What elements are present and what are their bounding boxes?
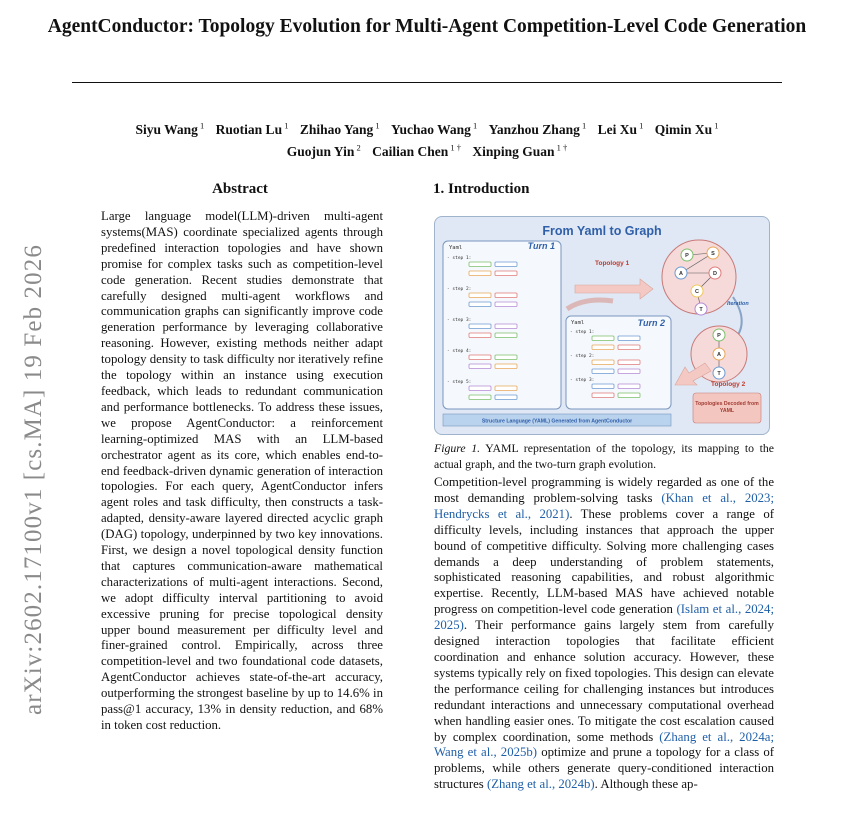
yaml-agent-chip bbox=[469, 324, 491, 329]
yaml-step-label: - step 2: bbox=[570, 354, 595, 359]
citation-link[interactable]: (Khan et al., 2023; Hendrycks et al., 2021) bbox=[434, 490, 774, 521]
author-name: Yuchao Wang $^1$ bbox=[390, 120, 478, 137]
yaml-ref-chip bbox=[618, 360, 640, 365]
yaml-ref-chip bbox=[495, 324, 517, 329]
citation-link[interactable]: (Zhang et al., 2024b) bbox=[486, 777, 595, 792]
curved-arrow-icon bbox=[567, 300, 613, 309]
abstract-body bbox=[101, 209, 383, 734]
yaml-step-label: - step 4: bbox=[447, 349, 472, 354]
yaml-caption-text: Structure Language (YAML) Generated from AgentConductor bbox=[481, 418, 633, 425]
author-affiliation: 1 bbox=[282, 120, 289, 130]
author-affiliation: 1 bbox=[470, 120, 478, 130]
author-affiliation: 1 † bbox=[554, 142, 568, 153]
yaml-ref-chip bbox=[618, 384, 640, 389]
intro-text: optimize and prune a topology for a class of problems, while others generate query-conditioned interaction structures bbox=[434, 745, 774, 792]
yaml-step-label: - step 2: bbox=[447, 287, 472, 292]
yaml-agent-chip bbox=[469, 386, 491, 391]
yaml-agent-chip bbox=[592, 345, 614, 350]
topology-caption-text: Topologies Decoded from YAML bbox=[695, 401, 759, 414]
yaml-agent-chip bbox=[469, 293, 491, 298]
paper-title: AgentConductor: Topology Evolution for Multi-Agent Competition-Level Code Generation bbox=[47, 16, 807, 37]
author-name: Guojun Yin $^2$ bbox=[286, 142, 361, 159]
intro-text: Competition-level programming is widely regarded as one of the most demanding problem-solving tasks bbox=[434, 475, 774, 505]
yaml-label-turn2: Yaml bbox=[571, 320, 585, 326]
yaml-agent-chip bbox=[469, 333, 491, 338]
introduction-heading: 1. Introduction bbox=[433, 181, 530, 197]
figure-1-illustration bbox=[435, 217, 769, 434]
turn2-label: Turn 2 bbox=[637, 318, 665, 328]
author-name: Xinping Guan $^{1 \dagger}$ bbox=[472, 142, 568, 159]
author-affiliation: 1 bbox=[712, 120, 719, 130]
author-name: Ruotian Lu $^1$ bbox=[215, 120, 289, 137]
yaml-ref-chip bbox=[495, 355, 517, 360]
yaml-agent-chip bbox=[469, 302, 491, 307]
graph-node-label: T bbox=[699, 307, 703, 313]
author-affiliation: 2 bbox=[354, 142, 361, 153]
author-name: Yanzhou Zhang $^1$ bbox=[488, 120, 587, 137]
yaml-step-label: - step 1: bbox=[447, 256, 472, 261]
intro-text: . These problems cover a range of difficulty levels, including instances that approach the upper bound of competitive difficulty. Solving more challenging cases demands a deep understanding of problem statements, sophisticated reasoning capabilities, and robust algorithmic expertise. Recently, LLM-based MAS have achieved notable progress on competition-level code generation bbox=[434, 506, 774, 617]
topology2-nodes bbox=[713, 329, 725, 379]
yaml-agent-chip bbox=[592, 384, 614, 389]
yaml-step-label: - step 1: bbox=[570, 330, 595, 335]
yaml-agent-chip bbox=[469, 271, 491, 276]
citation-link[interactable]: (Zhang et al., 2024a; Wang et al., 2025b) bbox=[434, 729, 774, 760]
yaml-step-label: - step 3: bbox=[570, 378, 595, 383]
caption-text: YAML representation of the topology, its mapping to the actual graph, and the two-turn graph evolution. bbox=[434, 441, 775, 471]
figure-caption bbox=[434, 441, 774, 472]
yaml-agent-chip bbox=[592, 360, 614, 365]
author-affiliation: 1 bbox=[579, 120, 587, 130]
yaml-agent-chip bbox=[592, 369, 614, 374]
author-affiliation: 1 bbox=[373, 120, 380, 130]
yaml-step-label: - step 3: bbox=[447, 318, 472, 323]
yaml-ref-chip bbox=[618, 336, 640, 341]
abstract-heading: Abstract bbox=[212, 181, 268, 197]
arrow-right-icon bbox=[575, 279, 653, 299]
topology1-label: Topology 1 bbox=[595, 260, 630, 267]
author-affiliation: 1 † bbox=[448, 142, 461, 153]
intro-text: . Although these ap- bbox=[594, 777, 698, 792]
graph-node-label: A bbox=[717, 352, 721, 358]
graph-node-label: D bbox=[713, 271, 717, 277]
yaml-agent-chip bbox=[469, 364, 491, 369]
arxiv-identifier: arXiv:2602.17100v1 [cs.MA] 19 Feb 2026 bbox=[20, 244, 47, 715]
author-affiliation: 1 bbox=[636, 120, 644, 130]
abstract-text: Large language model(LLM)-driven multi-agent systems(MAS) coordinate specialized agents through predefined interaction topologies and have shown promise for complex tasks such as competition-level code generation. Recent studies demonstrate that carefully designed multi-agent workflows and communication graphs can significantly improve code generation performance by leveraging collaborative reasoning. However, existing methods neither adapt topology density to task difficulty nor iteratively refine the topology within an instance using execution feedback, which leads to redundant communication and performance bottlenecks. To address these issues, we propose AgentConductor: a reinforcement learning-optimized MAS with an LLM-based orchestrator agent as its core, which enables end-to-end feedback-driven dynamic generation of interaction topologies. For each query, AgentConductor infers agent roles and task difficulty, then constructs a task-adapted, density-aware layered directed acyclic graph (DAG) topology, underpinned by two key innovations. First, we design a novel topological density function that captures communication-aware mathematical characterizations of multi-agent interactions. Second, we adopt difficulty interval partitioning to avoid excessive pruning for precise topological density upper bound measurement per difficulty level and finer-grained control. Empirically, across three competition-level and two foundational code datasets, AgentConductor achieves state-of-the-art accuracy, outperforming the strongest baseline by up to 14.6% in pass@1 accuracy, 13% in density reduction, and 68% in token cost reduction. bbox=[101, 209, 383, 732]
graph-node-label: P bbox=[685, 253, 689, 259]
yaml-agent-chip bbox=[592, 393, 614, 398]
graph-node-label: S bbox=[711, 251, 715, 257]
graph-node-label: T bbox=[717, 371, 721, 377]
intro-text: . Their performance gains largely stem from carefully designed interaction topologies that facilitate efficient coordination and enhance solution accuracy. However, these systems typically rely on fixed topologies. This design can elevate the performance ceiling for challenging instances but introduces redundant interactions and unnecessary computational overhead when handling easier ones. To mitigate the cost escalation caused by complex coordination, some methods bbox=[434, 618, 774, 744]
turn1-label: Turn 1 bbox=[527, 241, 555, 251]
topology2-label: Topology 2 bbox=[711, 381, 746, 388]
graph-node-label: C bbox=[695, 289, 699, 295]
author-name: Zhihao Yang $^1$ bbox=[299, 120, 380, 137]
yaml-ref-chip bbox=[618, 369, 640, 374]
yaml-agent-chip bbox=[592, 336, 614, 341]
yaml-ref-chip bbox=[495, 262, 517, 267]
yaml-ref-chip bbox=[495, 293, 517, 298]
yaml-label-turn1: Yaml bbox=[449, 245, 463, 251]
introduction-body bbox=[434, 475, 774, 793]
yaml-ref-chip bbox=[495, 386, 517, 391]
yaml-ref-chip bbox=[618, 393, 640, 398]
arrow-up-icon bbox=[675, 363, 711, 385]
author-name: Lei Xu $^1$ bbox=[597, 120, 644, 137]
author-affiliation: 1 bbox=[197, 120, 205, 130]
yaml-agent-chip bbox=[469, 395, 491, 400]
yaml-ref-chip bbox=[495, 364, 517, 369]
author-name: Siyu Wang $^1$ bbox=[135, 120, 205, 137]
iteration-label: Iteration bbox=[727, 301, 749, 307]
yaml-ref-chip bbox=[495, 302, 517, 307]
introduction-paragraph bbox=[434, 475, 774, 793]
yaml-step-label: - step 5: bbox=[447, 380, 472, 385]
figure-title: From Yaml to Graph bbox=[542, 224, 662, 238]
citation-link[interactable]: (Islam et al., 2024; 2025) bbox=[434, 602, 775, 633]
author-list bbox=[40, 116, 814, 161]
yaml-agent-chip bbox=[469, 355, 491, 360]
caption-label: Figure 1. bbox=[434, 441, 481, 455]
graph-node-label: A bbox=[679, 271, 683, 277]
graph-node-label: P bbox=[717, 333, 721, 339]
yaml-ref-chip bbox=[495, 395, 517, 400]
author-name: Qimin Xu $^1$ bbox=[654, 120, 719, 137]
figure-1 bbox=[434, 216, 770, 435]
yaml-ref-chip bbox=[495, 333, 517, 338]
title-rule bbox=[72, 82, 782, 83]
yaml-ref-chip bbox=[618, 345, 640, 350]
yaml-ref-chip bbox=[495, 271, 517, 276]
yaml-agent-chip bbox=[469, 262, 491, 267]
author-name: Cailian Chen $^{1 \dagger}$ bbox=[372, 142, 461, 159]
